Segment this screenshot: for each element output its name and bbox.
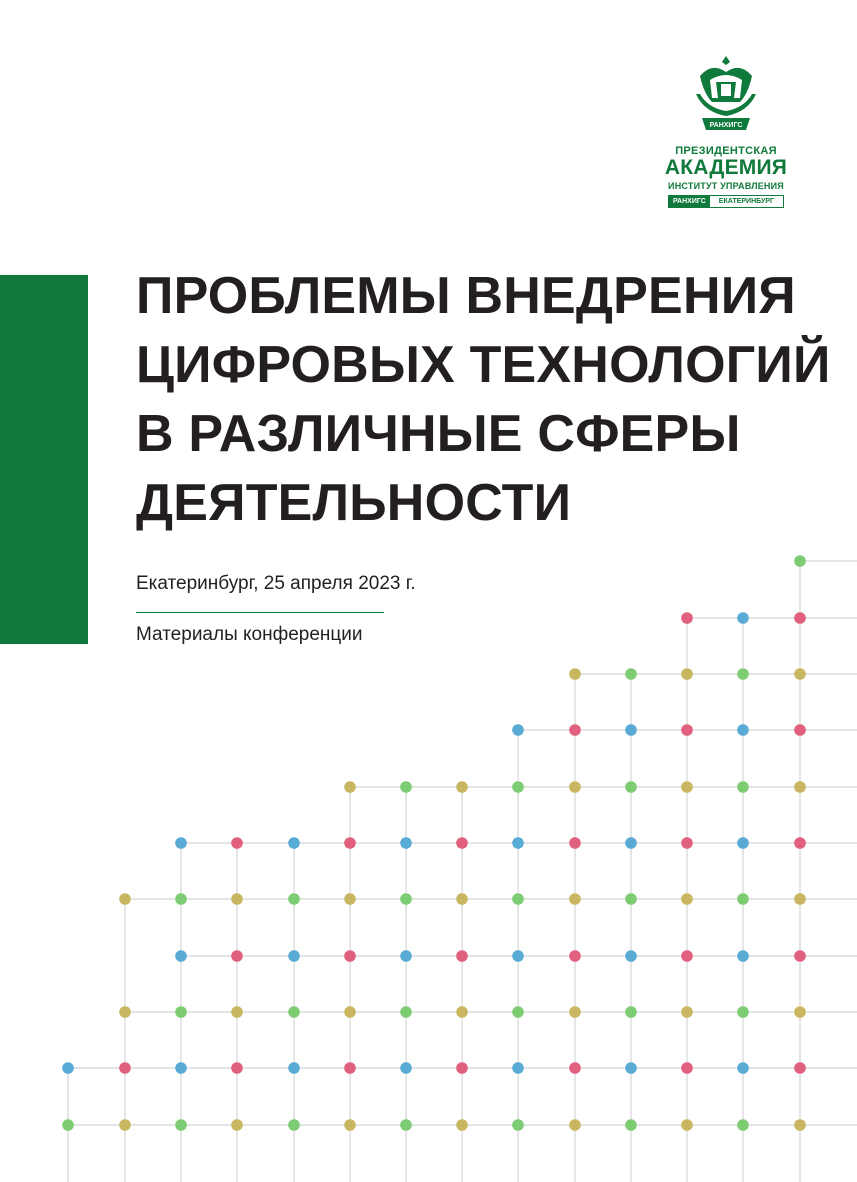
grid-dot [62,1062,74,1074]
grid-dot [512,837,524,849]
grid-dot [62,1119,74,1131]
grid-dot [794,612,806,624]
grid-dot [794,950,806,962]
grid-dot [737,781,749,793]
grid-dot [569,1119,581,1131]
grid-dot [737,950,749,962]
grid-dot [288,1062,300,1074]
grid-dot [288,837,300,849]
grid-dot [512,1062,524,1074]
grid-dot [681,837,693,849]
grid-dot [400,1062,412,1074]
grid-dot [288,1006,300,1018]
grid-dot [512,893,524,905]
logo-line-1: ПРЕЗИДЕНТСКАЯ [675,145,777,157]
grid-dot [344,1062,356,1074]
grid-dot [625,837,637,849]
grid-dot [737,1119,749,1131]
grid-dot [175,1062,187,1074]
grid-dot [569,1006,581,1018]
grid-dot [794,668,806,680]
grid-dot [456,837,468,849]
grid-dot [344,837,356,849]
grid-dot [569,1062,581,1074]
grid-dot [119,1062,131,1074]
grid-dot [681,893,693,905]
grid-dot [681,612,693,624]
grid-dot [119,893,131,905]
grid-dot [512,950,524,962]
grid-dot [175,837,187,849]
grid-dot [119,1006,131,1018]
grid-dot [569,837,581,849]
grid-dot [400,950,412,962]
grid-dot [231,837,243,849]
grid-dot [737,837,749,849]
grid-dot [456,1006,468,1018]
grid-dot [344,1006,356,1018]
grid-dot [681,781,693,793]
grid-dot [288,1119,300,1131]
grid-dot [569,950,581,962]
grid-dot [400,1119,412,1131]
grid-dot [681,724,693,736]
grid-dot [737,893,749,905]
grid-dot [569,668,581,680]
grid-dot [625,1006,637,1018]
grid-dot [175,893,187,905]
grid-dot [231,950,243,962]
grid-dot [625,893,637,905]
logo-tag-city: ЕКАТЕРИНБУРГ [718,198,774,205]
grid-dot [456,893,468,905]
grid-dot [456,1119,468,1131]
title-line-2: ЦИФРОВЫХ ТЕХНОЛОГИЙ [136,336,831,394]
grid-dot [794,1119,806,1131]
logo-line-3: ИНСТИТУТ УПРАВЛЕНИЯ [668,181,784,191]
grid-dot [344,893,356,905]
grid-dot [569,724,581,736]
grid-dot [231,1062,243,1074]
grid-dot [794,1062,806,1074]
grid-dot [681,1119,693,1131]
grid-dot [737,1062,749,1074]
grid-dot [794,724,806,736]
title-line-1: ПРОБЛЕМЫ ВНЕДРЕНИЯ [136,267,796,325]
grid-dot [625,668,637,680]
grid-dot [737,612,749,624]
grid-dot [400,837,412,849]
grid-dot [512,724,524,736]
grid-dot [794,1006,806,1018]
grid-dot [512,781,524,793]
grid-dot [737,724,749,736]
grid-dot [231,893,243,905]
grid-dot [569,781,581,793]
grid-dot [400,1006,412,1018]
grid-dot [681,950,693,962]
grid-dot [794,555,806,567]
grid-dot [456,950,468,962]
grid-dot [456,781,468,793]
grid-dot [231,1006,243,1018]
grid-dot [231,1119,243,1131]
grid-dot [175,1006,187,1018]
grid-dot [794,781,806,793]
grid-dot [625,1119,637,1131]
logo-tag-ranepa: РАНХИГС [669,196,710,207]
title-line-4: ДЕЯТЕЛЬНОСТИ [136,474,572,532]
grid-dot [344,781,356,793]
grid-dot [625,1062,637,1074]
grid-dot [512,1006,524,1018]
grid-dot [681,668,693,680]
grid-dot [737,668,749,680]
date-location: Екатеринбург, 25 апреля 2023 г. [136,573,416,594]
grid-dot [794,893,806,905]
grid-dot [175,950,187,962]
grid-dot [737,1006,749,1018]
grid-dot [288,893,300,905]
grid-dot [175,1119,187,1131]
title-line-3: В РАЗЛИЧНЫЕ СФЕРЫ [136,405,741,463]
grid-dot [681,1062,693,1074]
grid-dot [681,1006,693,1018]
emblem-ribbon-text: РАНХИГС [709,122,743,129]
grid-dot [119,1119,131,1131]
grid-dot [456,1062,468,1074]
grid-dot [288,950,300,962]
grid-dot [625,950,637,962]
grid-dot [400,893,412,905]
grid-dot [512,1119,524,1131]
subtitle: Материалы конференции [136,624,363,645]
grid-dot [569,893,581,905]
grid-dot [344,950,356,962]
logo-line-2: АКАДЕМИЯ [664,156,788,179]
grid-dot [625,724,637,736]
grid-dot [794,837,806,849]
grid-dot [400,781,412,793]
grid-dot [625,781,637,793]
grid-dot [344,1119,356,1131]
